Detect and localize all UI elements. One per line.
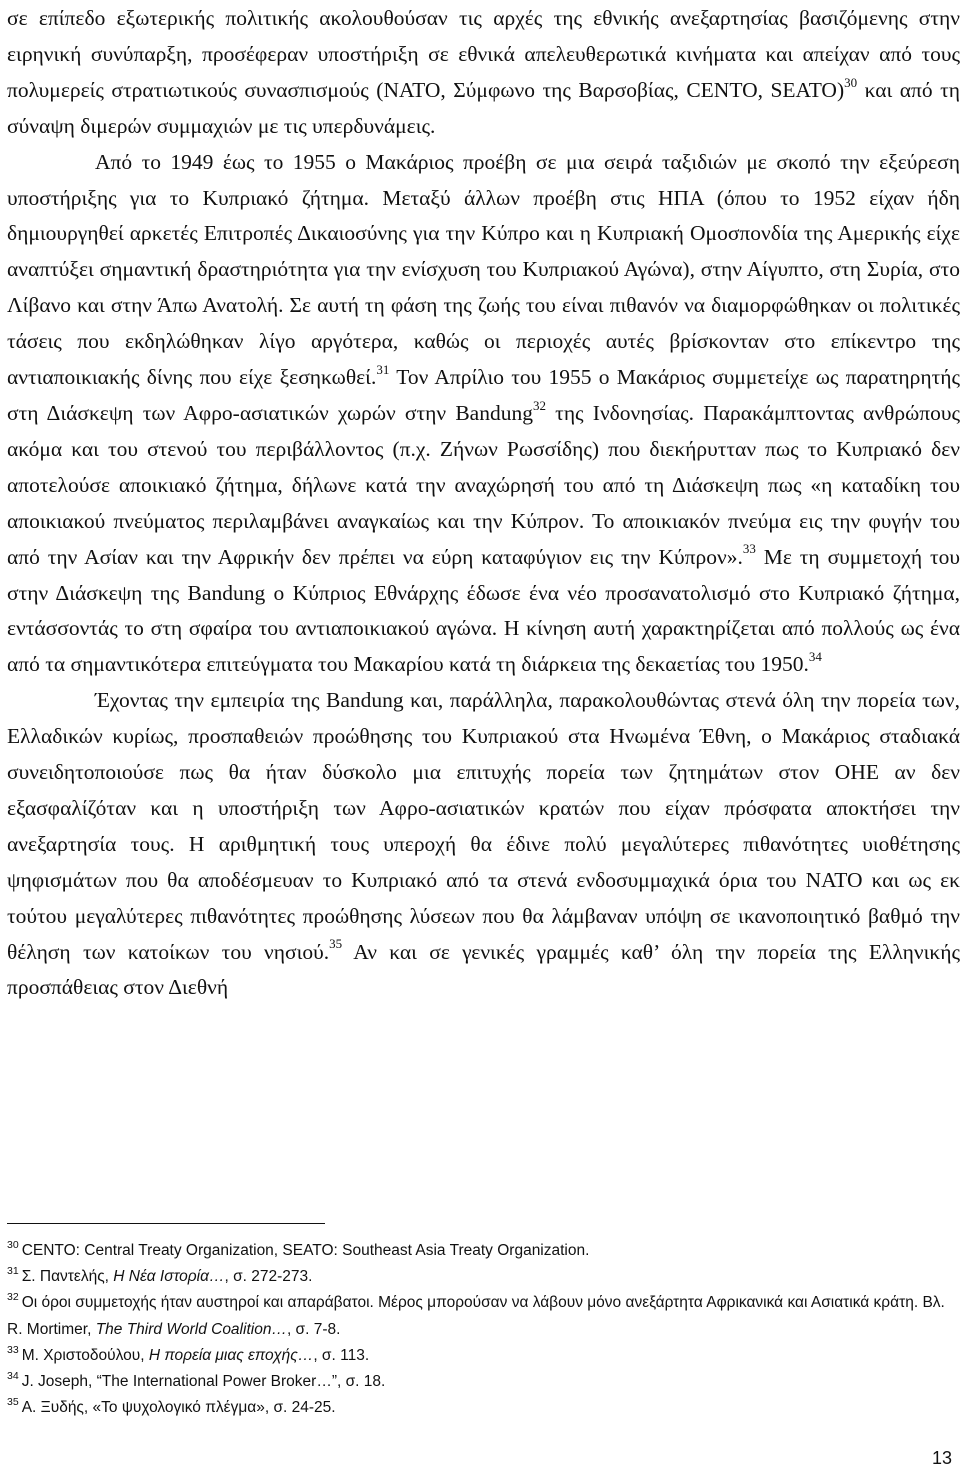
footnote-text: Μ. Χριστοδούλου, [21,1346,149,1364]
footnote-work-title: Η πορεία μιας εποχής… [148,1346,314,1364]
footnote-number: 32 [7,1291,19,1304]
footnote-number: 31 [7,1265,19,1278]
page-number: 13 [931,1448,952,1468]
paragraph-2-text-b: Τον Απρίλιο του 1955 ο Μακάριος συμμετείχε ως παρατηρητής στη Διάσκεψη των Αφρο-ασιατικών χωρών στην Bandung [7,365,960,425]
footnote-text: Σ. Παντελής, [21,1268,114,1286]
footnote-text: , σ. 113. [313,1346,370,1364]
footnote-35 [7,1395,947,1421]
paragraph-3-text-a: Έχοντας την εμπειρία της Bandung και, παράλληλα, παρακολουθώντας στενά όλη την πορεία των, Ελλαδικών κυρίως, προσπαθειών προώθησης του Κυπριακού στα Ηνωμένα Έθνη, ο Μακάριος σταδιακά συνειδητοποιούσε πως θα ήταν δύσκολο μια επιτυχής πορεία των ζητημάτων στον ΟΗΕ αν δεν εξασφαλίζόταν και η υποστήριξη των Αφρο-ασιατικών κρατών που είχαν πρόσφατα αποκτήσει την ανεξαρτησία τους. Η αριθμητική τους υπεροχή θα έδινε πολύ μεγαλύτερες πιθανότητες υιοθέτησης ψηφισμάτων που θα αποδέσμευαν το Κυπριακό από τα στενά ενδοσυμμαχικά όρια του ΝΑΤΟ και ως εκ τούτου μεγαλύτερες πιθανότητες προώθησης λύσεων που θα λάμβαναν υπόψη σε ικανοποιητικό βαθμό την θέληση των κατοίκων του νησιού. [7,688,960,964]
paragraph-2-text-a: Από το 1949 έως το 1955 ο Μακάριος προέβη σε μια σειρά ταξιδιών με σκοπό την εξεύρεση υποστήριξης για το Κυπριακό ζήτημα. Μεταξύ άλλων προέβη στις ΗΠΑ (όπου το 1952 είχαν ήδη δημιουργηθεί αρκετές Επιτροπές Δικαιοσύνης για την Κύπρο και η Κυπριακή Ομοσπονδία της Αμερικής είχε αναπτύξει σημαντική δραστηριότητα για την ενίσχυση του Κυπριακού Αγώνα), στην Αίγυπτο, στη Συρία, στο Λίβανο και στην Άπω Ανατολή. Σε αυτή τη φάση της ζωής του είναι πιθανόν να διαμορφώθηκαν οι πολιτικές τάσεις που εκδηλώθηκαν λίγο αργότερα, καθώς οι περιοχές αυτές βρίσκονταν στο επίκεντρο της αντιαποικιακής δίνης που είχε ξεσηκωθεί. [7,149,960,390]
footnote-ref-35[interactable]: 35 [329,936,343,952]
footnote-number: 35 [7,1396,19,1409]
footnote-text: Οι όροι συμμετοχής ήταν αυστηροί και απαράβατοι. Μέρος μπορούσαν να λάβουν μόνο ανεξάρτητα Αφρικανικά και Ασιατικά κράτη. Βλ. R. Mortimer, [7,1294,945,1338]
footnote-number: 34 [7,1369,19,1382]
footnote-33 [7,1343,947,1369]
footnote-ref-33[interactable]: 33 [742,541,756,557]
footnote-text: Α. Ξυδής, «Το ψυχολογικό πλέγμα», σ. 24-25. [21,1399,336,1417]
footnote-30 [7,1238,947,1264]
footnote-ref-32[interactable]: 32 [532,397,546,413]
paragraph-1-text-a: σε επίπεδο εξωτερικής πολιτικής ακολουθούσαν τις αρχές της εθνικής ανεξαρτησίας βασιζόμενης στην ειρηνική συνύπαρξη, προσέφεραν υποστήριξη σε εθνικά απελευθερωτικά κινήματα και απείχαν από τους πολυμερείς στρατιωτικούς συνασπισμούς (ΝΑΤΟ, Σύμφωνο της Βαρσοβίας, CENTO, SEATO) [7,6,960,102]
footnote-text: , σ. 7-8. [286,1320,341,1338]
paragraph-2-text-c: της Ινδονησίας. Παρακάμπτοντας ανθρώπους ακόμα και του στενού του περιβάλλοντος (π.χ. Ζήνων Ρωσσίδης) που διεκήρυτταν πως το Κυπριακό δεν αποτελούσε αποικιακό ζήτημα, δήλωνε κατά την αναχώρησή του από τη Διάσκεψη πως «η καταδίκη του αποικιακού πνεύματος περιλαμβάνει αναγκαίως και την Κύπρον. Το αποικιακόν πνεύμα εις την φυγήν του από την Ασίαν και την Αφρικήν δεν πρέπει να εύρη καταφύγιον εις την Κύπρον». [7,400,960,569]
footnote-number: 33 [7,1343,19,1356]
footnote-text: , σ. 272-273. [224,1268,313,1286]
paragraph-2-text-d: Με τη συμμετοχή του στην Διάσκεψη της Bandung ο Κύπριος Εθνάρχης έδωσε ένα νέο προσανατολισμό στο Κυπριακό ζήτημα, εντάσσοντάς το στη σφαίρα του αντιαποικιακού αγώνα. Η κίνηση αυτή χαρακτηρίζεται από πολλούς ως ένα από τα σημαντικότερα επιτεύγματα του Μακαρίου κατά τη διάρκεια της δεκαετίας του 1950. [7,544,960,677]
footnote-text: CENTO: Central Treaty Organization, SEATO: Southeast Asia Treaty Organization. [21,1242,590,1259]
footnote-32 [7,1290,947,1342]
footnote-31 [7,1264,947,1290]
footnote-text: J. Joseph, “The International Power Broker…”, σ. 18. [21,1373,386,1391]
footnote-ref-30[interactable]: 30 [844,74,858,90]
footnote-ref-31[interactable]: 31 [376,361,390,377]
footnote-work-title: Η Νέα Ιστορία… [113,1268,225,1286]
footnote-number: 30 [7,1238,19,1251]
document-page [7,0,960,1478]
paragraph-3-text-b: Αν και σε γενικές γραμμές καθ’ όλη την πορεία της Ελληνικής προσπάθειας στον Διεθνή [7,939,960,1000]
paragraph-3 [7,683,960,1006]
paragraph-1-text-b: και από τη σύναψη διμερών συμμαχιών με τις υπερδυνάμεις. [7,77,960,138]
footnote-ref-34[interactable]: 34 [808,649,822,665]
paragraph-2 [7,145,960,684]
footnote-separator [7,1223,325,1224]
footnotes [7,1238,947,1421]
paragraph-1 [7,1,960,145]
footnote-work-title: The Third World Coalition… [95,1320,287,1338]
footnote-34 [7,1369,947,1395]
